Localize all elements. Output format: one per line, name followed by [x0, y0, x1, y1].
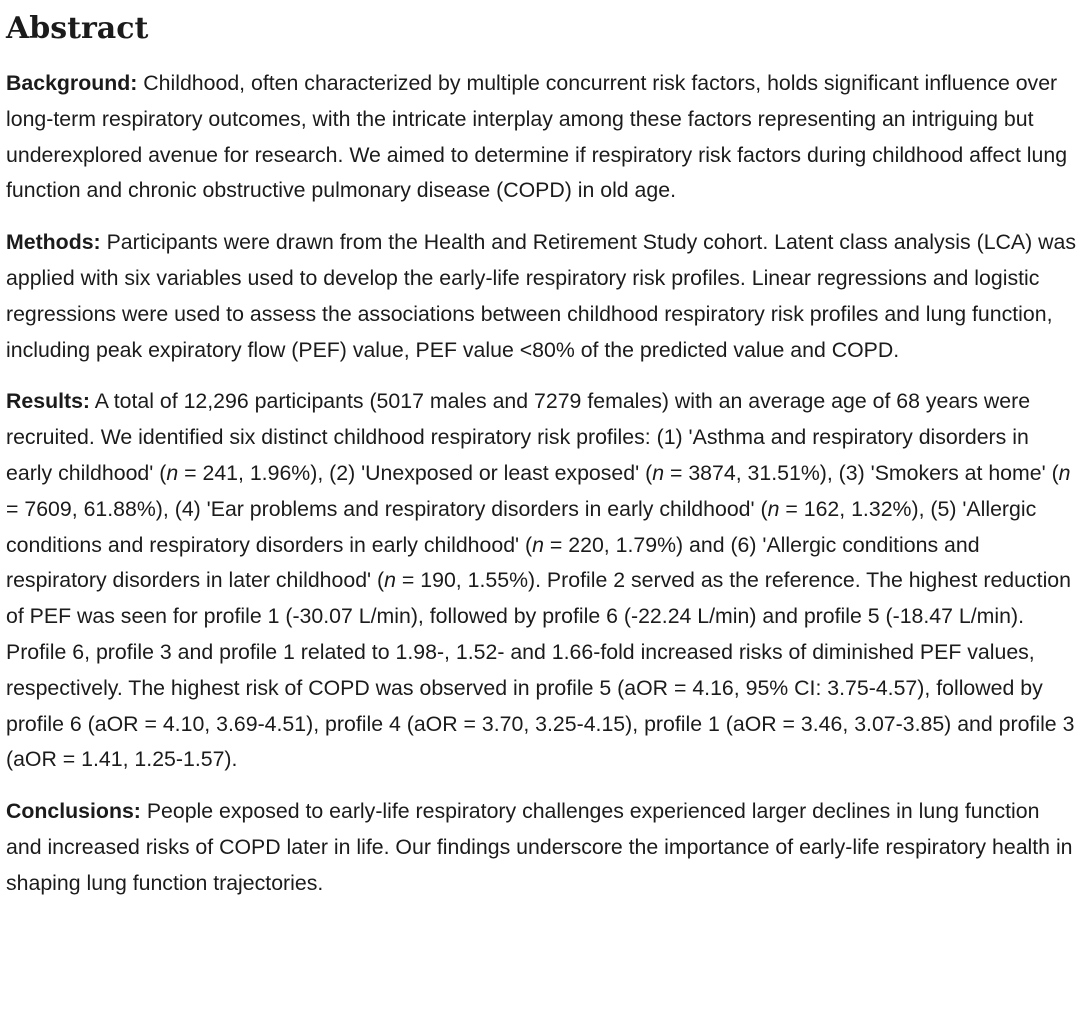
methods-section	[6, 225, 1080, 368]
results-intro: A total of 12,296 participants (5017 males and 7279 females) with an average age of 68 years were recruited. We identified six distinct childhood respiratory risk profiles: (1) 'Asthma and respiratory disorders in early childhood' (	[6, 389, 1031, 485]
results-section	[6, 384, 1080, 778]
background-section	[6, 66, 1080, 209]
results-part-6: = 190, 1.55%). Profile 2 served as the reference. The highest reduction of PEF was seen for profile 1 (-30.07 L/min), followed by profile 6 (-22.24 L/min) and profile 5 (-18.47 L/min). Profile 6, profile 3 and profile 1 related to 1.98-, 1.52- and 1.66-fold increased risks of diminished PEF values, respectively. The highest risk of COPD was observed in profile 5 (aOR = 4.16, 95% CI: 3.75-4.57), followed by profile 6 (aOR = 4.10, 3.69-4.51), profile 4 (aOR = 3.70, 3.25-4.15), profile 1 (aOR = 3.46, 3.07-3.85) and profile 3 (aOR = 1.41, 1.25-1.57).	[6, 568, 1075, 772]
conclusions-text: People exposed to early-life respiratory challenges experienced larger declines in lung function and increased risks of COPD later in life. Our findings underscore the importance of early-life respiratory health in shaping lung function trajectories.	[6, 799, 1073, 895]
n-symbol: n	[652, 460, 665, 485]
conclusions-label: Conclusions:	[6, 799, 141, 824]
n-symbol: n	[166, 460, 179, 485]
background-text: Childhood, often characterized by multiple concurrent risk factors, holds significant influence over long-term respiratory outcomes, with the intricate interplay among these factors representing an intriguing but underexplored avenue for research. We aimed to determine if respiratory risk factors during childhood affect lung function and chronic obstructive pulmonary disease (COPD) in old age.	[6, 71, 1068, 203]
results-part-1: = 241, 1.96%), (2) 'Unexposed or least exposed' (	[178, 460, 653, 485]
methods-label: Methods:	[6, 230, 101, 255]
results-label: Results:	[6, 389, 91, 414]
results-part-2: = 3874, 31.51%), (3) 'Smokers at home' (	[664, 460, 1059, 485]
n-symbol: n	[767, 496, 780, 521]
methods-text: Participants were drawn from the Health and Retirement Study cohort. Latent class analysis (LCA) was applied with six variables used to develop the early-life respiratory risk profiles. Linear regressions and logistic regressions were used to assess the associations between childhood respiratory risk profiles and lung function, including peak expiratory flow (PEF) value, PEF value <80% of the predicted value and COPD.	[6, 230, 1077, 362]
results-part-4: = 162, 1.32%), (5) 'Allergic conditions and respiratory disorders in early childhood' (	[6, 496, 1037, 557]
conclusions-section	[6, 794, 1080, 901]
n-symbol: n	[1058, 460, 1071, 485]
background-label: Background:	[6, 71, 138, 95]
n-symbol: n	[384, 568, 396, 593]
results-part-3: = 7609, 61.88%), (4) 'Ear problems and respiratory disorders in early childhood' (	[6, 496, 768, 521]
n-symbol: n	[532, 532, 544, 557]
abstract-heading: Abstract	[6, 11, 149, 46]
results-part-5: = 220, 1.79%) and (6) 'Allergic conditions and respiratory disorders in later childhood' (	[6, 532, 980, 593]
